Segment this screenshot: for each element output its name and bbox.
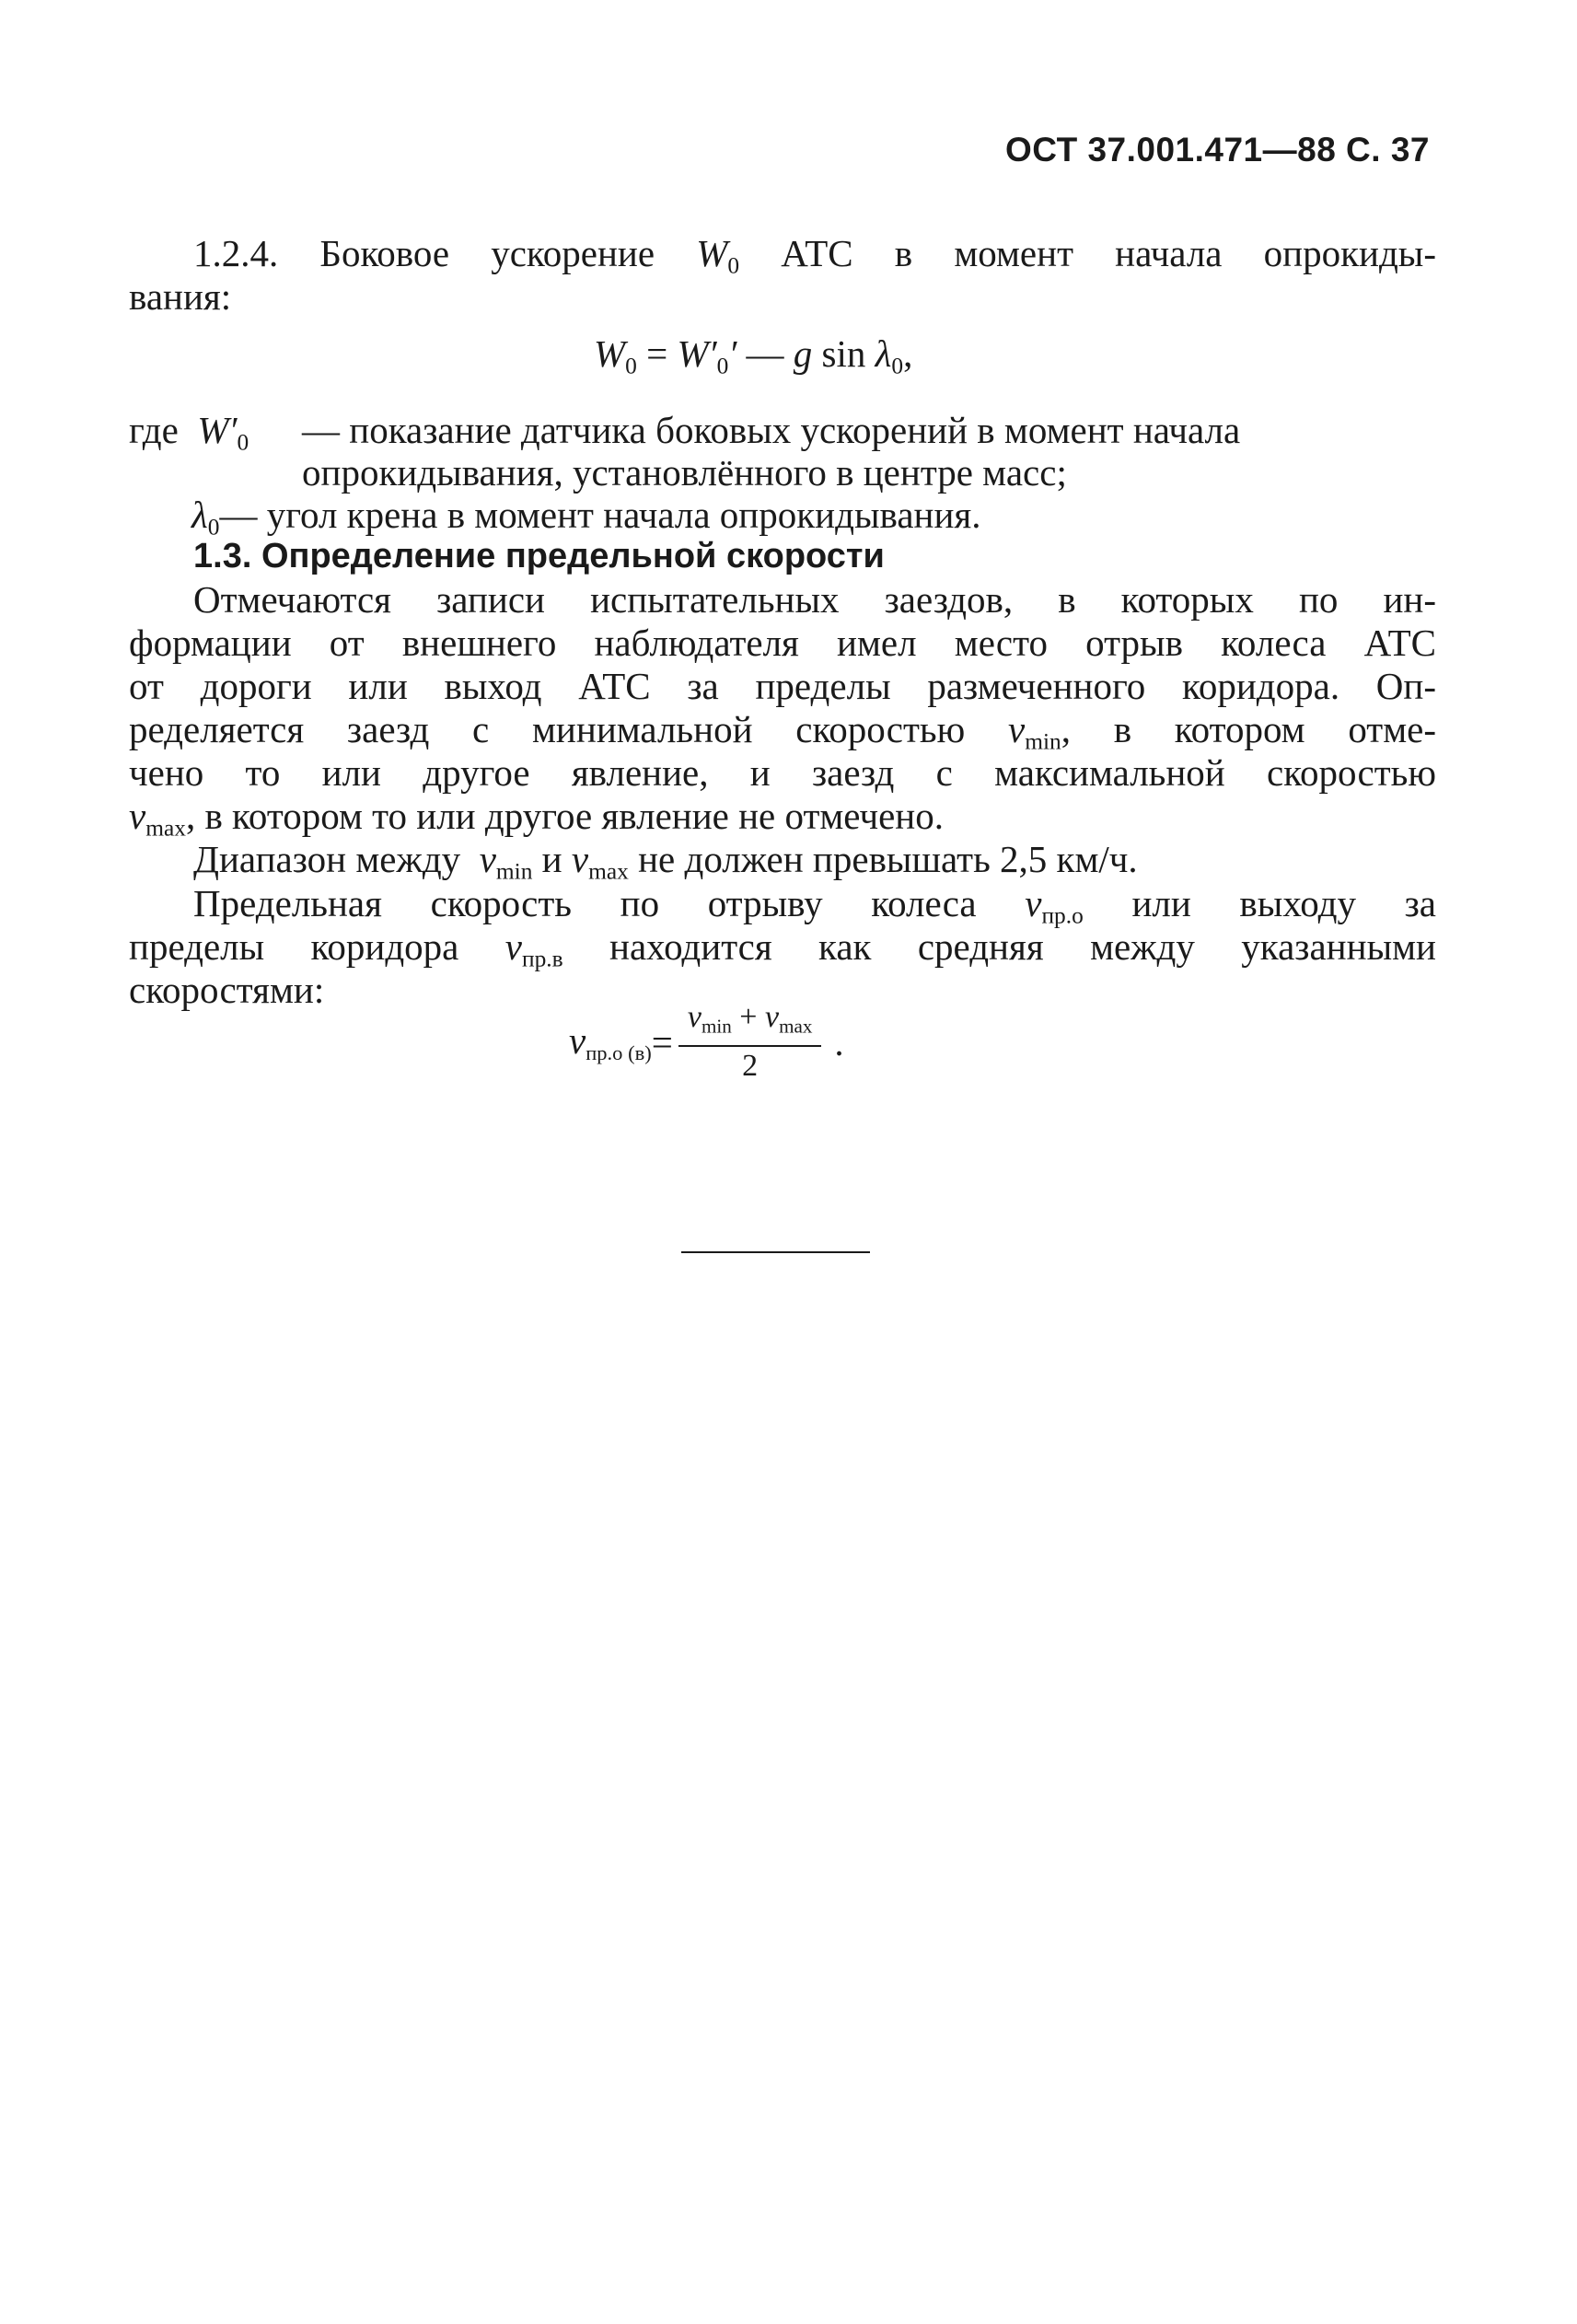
- def1-term: $W'_0$: [188, 409, 249, 456]
- formula2-numerator: $v_{min} + v_{max}$: [678, 1000, 821, 1047]
- p3-line1-a: Предельная скорость по отрыву колеса: [193, 882, 977, 924]
- p1-line4-b: , в котором отме-: [1061, 708, 1437, 750]
- formula2-fraction: [678, 1000, 821, 1084]
- formula-w0: $W_0 = W'_0'$ — g $\sin \lambda_0$,: [594, 332, 913, 379]
- section-13-heading: 1.3. Определение предельной скорости: [193, 537, 885, 575]
- def2-text: — угол крена в момент начала опрокидывания.: [219, 494, 981, 536]
- p2-b: не должен превышать 2,5 км/ч.: [638, 838, 1138, 880]
- def2-term: $\lambda_0$: [191, 494, 220, 540]
- section-13-p1-line2: формации от внешнего наблюдателя имел место отрыв колеса АТС: [129, 622, 1436, 664]
- symbol-w0: $W_0$: [696, 232, 740, 279]
- definition-item-w0prime: [129, 409, 1436, 494]
- end-rule: [681, 1251, 870, 1253]
- v-pv-symbol: $v_{пр.в}$: [504, 925, 563, 972]
- page-header-standard-ref: ОСТ 37.001.471—88 С. 37: [1004, 131, 1430, 168]
- definitions-list: [129, 409, 1436, 549]
- p2-and: и: [541, 838, 562, 880]
- p3-line2-b: находится как средняя между указанными: [609, 925, 1436, 968]
- formula-v-limit: [569, 1000, 844, 1084]
- where-word: где: [129, 409, 179, 451]
- p3-line2-a: пределы коридора: [129, 925, 459, 968]
- section-13-p1-line1: [129, 578, 1436, 622]
- p2-v-min: $v_{min}$: [479, 838, 533, 885]
- section-13-p1-line5: чено то или другое явление, и заезд с максимальной скоростью: [129, 751, 1436, 794]
- v-max-symbol: $v_{max}$: [129, 795, 186, 842]
- formula2-denominator: 2: [742, 1049, 759, 1084]
- def1-text: — показание датчика боковых ускорений в момент начала опрокидывания, установлённого в центре масс;: [302, 409, 1241, 494]
- p1-line1-text: Отмечаются записи испытательных заездов, в которых по ин-: [193, 578, 1436, 621]
- p1-line6-b: , в котором то или другое явление не отмечено.: [185, 795, 944, 837]
- section-13-p3-line3: скоростями:: [129, 969, 325, 1011]
- p2-v-max: $v_{max}$: [571, 838, 629, 885]
- paragraph-124-line2: вания:: [129, 275, 232, 318]
- p1-line4-a: ределяется заезд с минимальной скоростью: [129, 708, 966, 750]
- formula2-tail: .: [834, 1020, 844, 1063]
- v-min-symbol: $v_{min}$: [1007, 708, 1061, 755]
- p3-line1-b: или выходу за: [1131, 882, 1436, 924]
- paragraph-124-rest: АТС в момент начала опрокиды-: [781, 232, 1437, 274]
- formula2-lhs: $v_{пр.о (в)}$: [569, 1019, 652, 1065]
- v-po-symbol: $v_{пр.о}$: [1025, 882, 1084, 929]
- formula2-eq: =: [651, 1020, 673, 1063]
- paragraph-124-lead: 1.2.4. Боковое ускорение: [193, 232, 655, 274]
- section-13-p1-line3: от дороги или выход АТС за пределы размеченного коридора. Оп-: [129, 665, 1436, 707]
- p2-a: Диапазон между: [193, 838, 461, 880]
